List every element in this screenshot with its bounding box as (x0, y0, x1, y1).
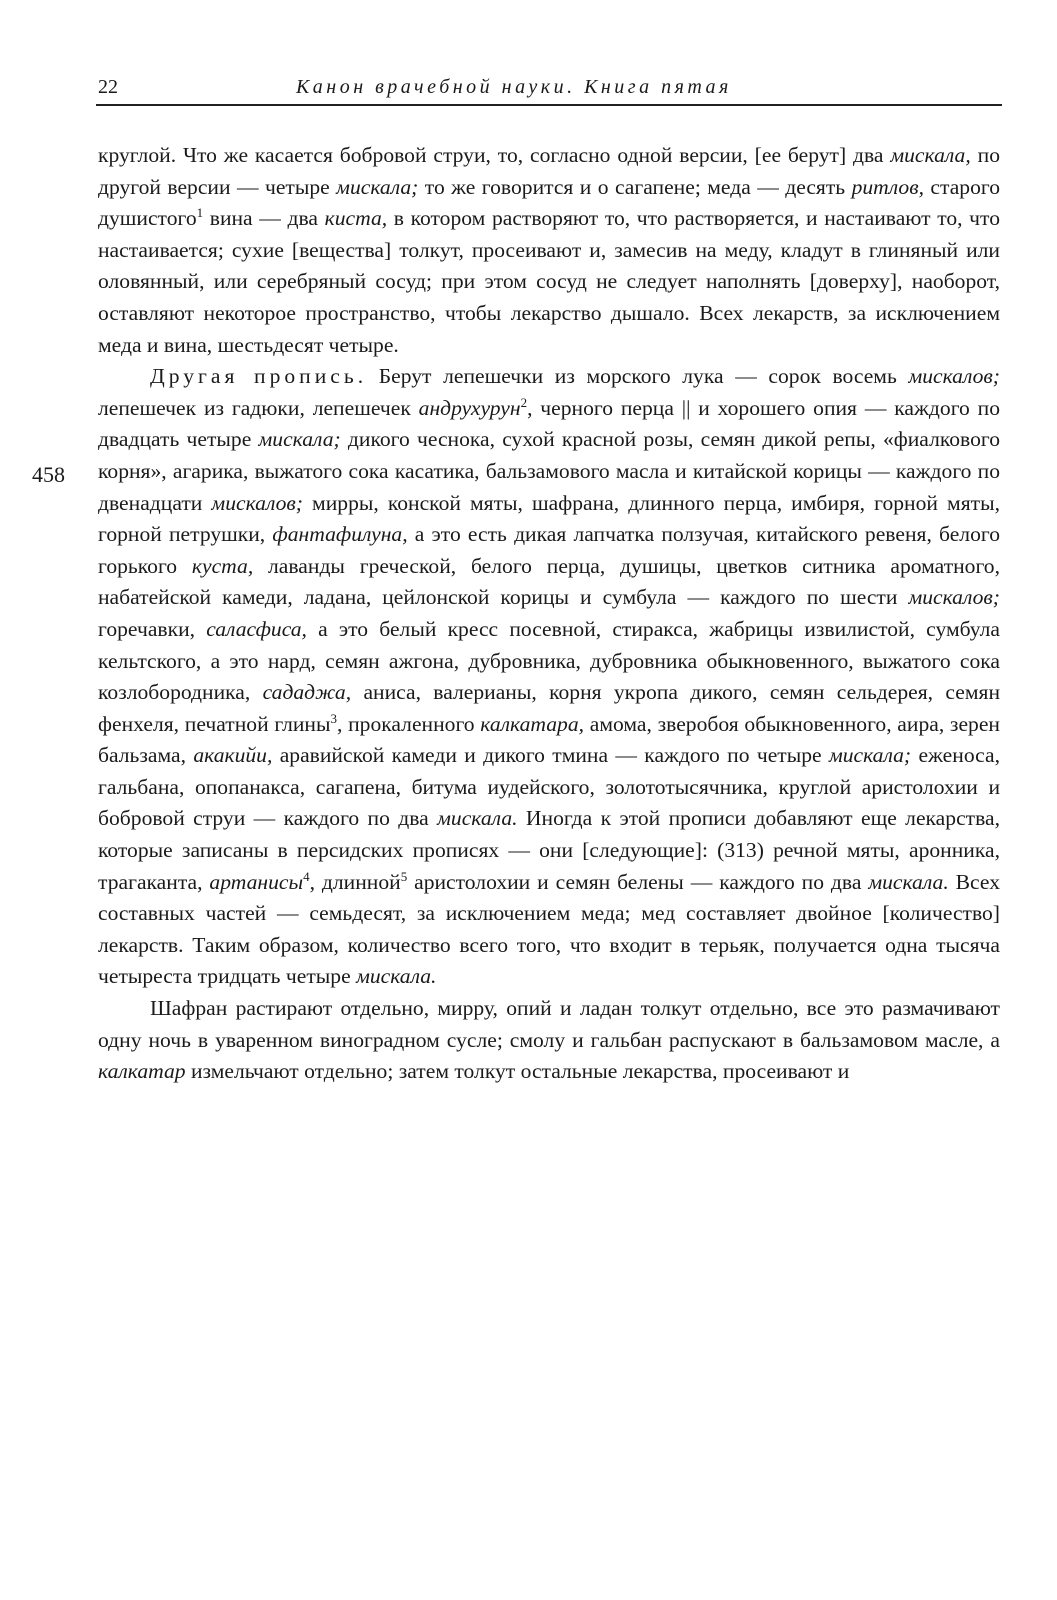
italic-term: мискала; (258, 427, 341, 452)
italic-term: мискалов; (908, 364, 1000, 389)
paragraph (98, 993, 1000, 1088)
italic-term: мискала. (356, 964, 437, 989)
footnote-marker: 1 (196, 205, 204, 221)
italic-term: сададжа, (262, 680, 352, 705)
text-run: а это белый кресс посевной, стиракса, жабрицы извилистой, сумбула кельтского, а это нард, семян ажгона, дубровника, дубровника обыкновенного, выжатого сока козлобородника, (98, 616, 1001, 705)
margin-reference-number: 458 (32, 462, 65, 487)
footnote-marker: 2 (520, 394, 528, 410)
running-title: Канон врачебной науки. Книга пятая (296, 76, 732, 98)
italic-term: киста, (324, 206, 388, 231)
text-run: измельчают отдельно; затем толкут остальные лекарства, просеивают и (185, 1059, 850, 1084)
section-lead: Другая пропись. (150, 364, 368, 389)
italic-term: мискала. (868, 869, 949, 894)
italic-term: мискалов; (908, 585, 1000, 610)
text-run: в котором растворяют то, что растворяется, и настаивают то, что настаивается; сухие [вещества] толкут, просеивают и, замесив на меду, кладут в глиняный или оловянный, или серебряный сосуд; при этом сосуд не следует наполнять [доверху], наоборот, оставляют некоторое пространство, чтобы лекарство дышало. Всех лекарств, за исключением меда и вина, шестьдесят четыре. (98, 206, 1000, 357)
italic-term: андрухурун (418, 395, 521, 420)
text-run: лепешечек из гадюки, лепешечек (98, 395, 419, 420)
text-run: по другой версии — четыре (98, 143, 1000, 199)
italic-term: акакийи, (193, 743, 273, 768)
italic-term: фантафилуна, (272, 522, 408, 547)
text-run: дикого чеснока, сухой красной розы, семян дикой репы, «фиалкового корня», агарика, выжатого сока касатика, бальзамового масла и китайской корицы — каждого по двенадцати (98, 427, 1001, 515)
text-run: вина — два (203, 206, 325, 231)
footnote-marker: 3 (330, 710, 337, 726)
text-run: аравийской камеди и дикого тмина — каждого по четыре (272, 743, 829, 768)
text-run: круглой. Что же касается бобровой струи, то, согласно одной версии, [ее берут] два (98, 143, 891, 167)
text-run: горечавки, (98, 616, 207, 641)
text-run: Иногда к этой прописи добавляют еще лекарства, которые записаны в персидских прописях — они [следующие]: (313) речной мяты, аронника, трагаканта, (98, 806, 1000, 894)
text-run: амома, зверобоя обыкновенного, аира, зерен бальзама, (98, 711, 1000, 768)
text-run: , черного перца || и хорошего опия — каждого по двадцать четыре (98, 395, 1000, 452)
italic-term: мискала; (336, 174, 419, 199)
text-run: аристолохии и семян белены — каждого по два (407, 869, 869, 894)
text-run: еженоса, гальбана, опопанакса, сагапена, битума иудейского, золототысячника, круглой аристолохии и бобровой струи — каждого по два (98, 743, 1000, 831)
page-header (96, 74, 1002, 106)
text-run: старого душистого (98, 174, 1001, 231)
paragraph (98, 140, 1000, 361)
italic-term: мискалов; (211, 490, 303, 515)
text-run: Всех составных частей — семьдесят, за исключением меда; мед составляет двойное [количество] лекарств. Таким образом, количество всего того, что входит в терьяк, получается одна тысяча четыреста тридцать четыре (98, 869, 1000, 989)
italic-term: саласфиса, (206, 616, 307, 641)
italic-term: мискала. (437, 806, 518, 831)
italic-term: калкатара, (480, 711, 585, 736)
text-run: мирры, конской мяты, шафрана, длинного перца, имбиря, горной мяты, горной петрушки, (98, 490, 1000, 547)
italic-term: артанисы (209, 869, 304, 894)
text-run: то же говорится и о сагапене; меда — десять (418, 174, 852, 199)
italic-term: мискала, (890, 143, 971, 167)
text-run: , прокаленного (336, 711, 481, 736)
text-run: Берут лепешечки из морского лука — сорок восемь (367, 364, 909, 389)
paragraph (98, 361, 1000, 993)
footnote-marker: 4 (303, 868, 310, 884)
text-run: а это есть дикая лапчатка ползучая, китайского ревеня, белого горького (98, 522, 1000, 578)
text-run: лаванды греческой, белого перца, душицы, цветков ситника ароматного, набатейской камеди, ладана, цейлонской корицы и сумбула — каждого по шести (98, 553, 1000, 610)
italic-term: ритлов, (851, 174, 924, 199)
italic-term: калкатар (98, 1059, 186, 1084)
text-run: аниса, валерианы, корня укропа дикого, семян сельдерея, семян фенхеля, печатной глины (98, 680, 1000, 736)
page-number: 22 (98, 76, 118, 98)
text-run: Шафран растирают отдельно, мирру, опий и ладан толкут отдельно, все это размачивают одну ночь в уваренном виноградном сусле; смолу и гальбан распускают в бальзамовом масле, а (98, 996, 1000, 1052)
italic-term: мискала; (828, 743, 912, 768)
italic-term: куста, (191, 553, 254, 578)
text-run: , длинной (309, 869, 401, 894)
footnote-marker: 5 (400, 868, 408, 884)
body-text (98, 140, 1000, 1088)
